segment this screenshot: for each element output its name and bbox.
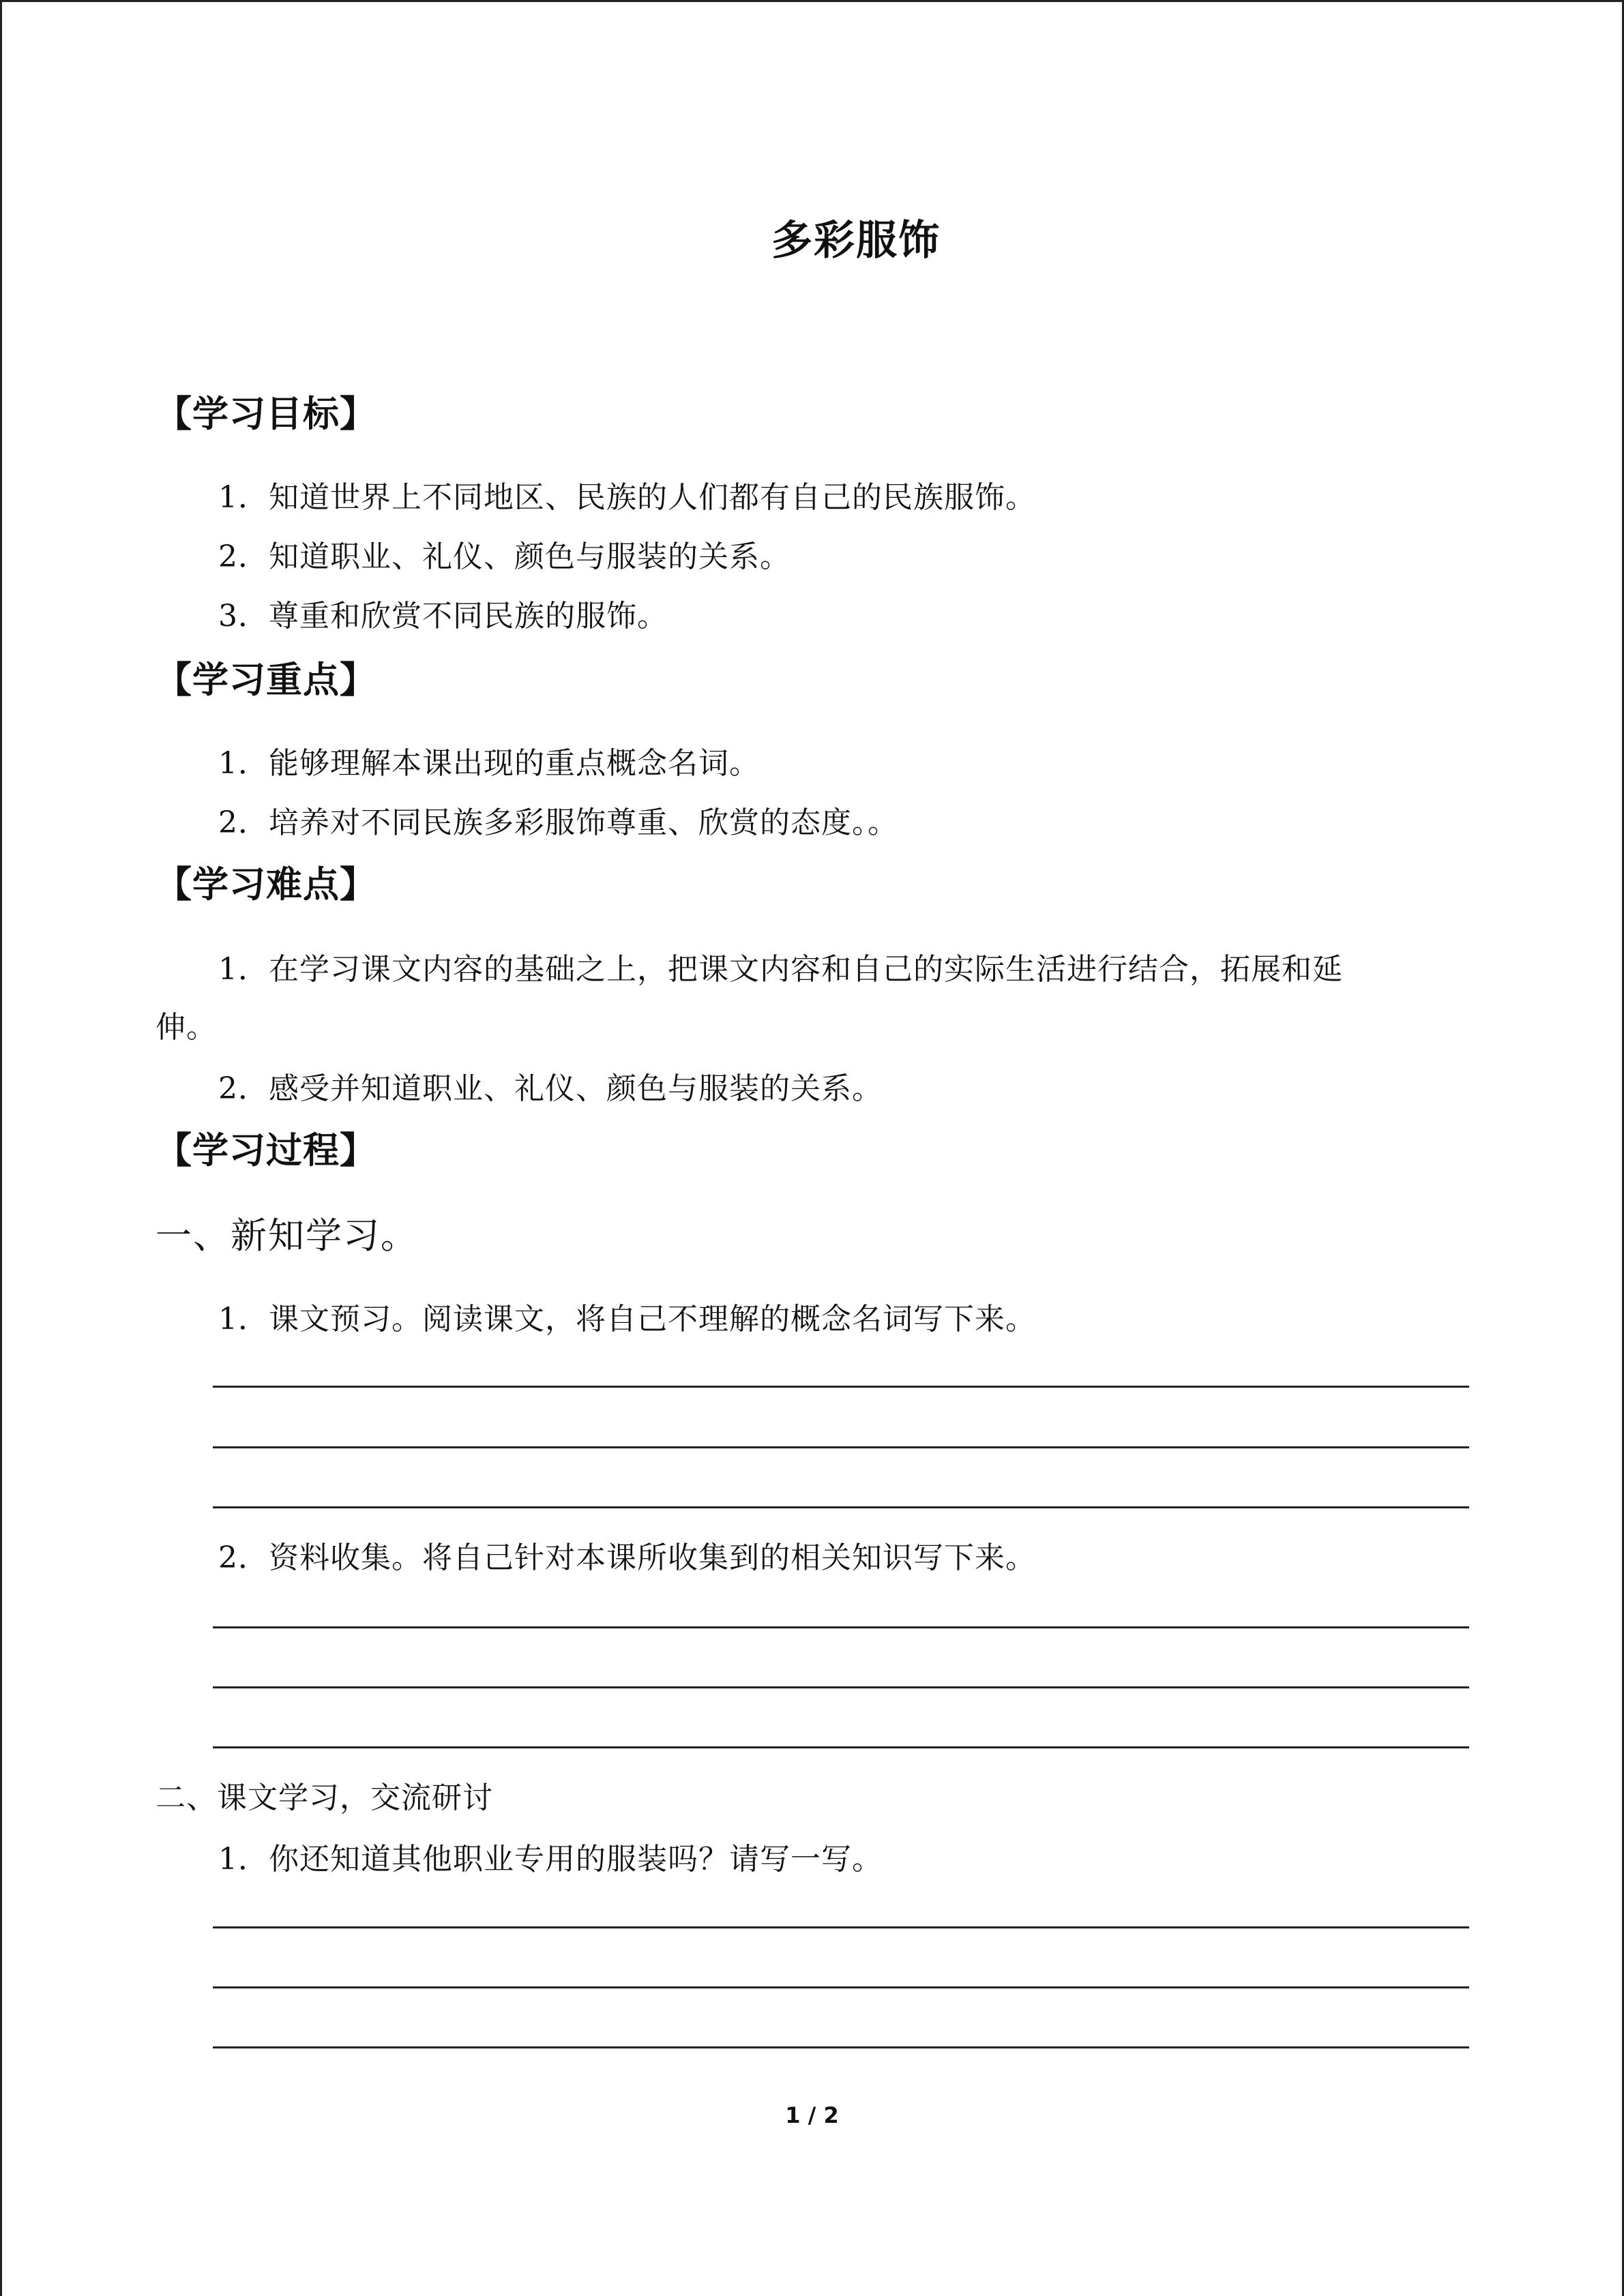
page-number: 1 / 2 — [785, 2102, 839, 2128]
answer-line — [213, 1626, 1469, 1628]
answer-line — [213, 2046, 1469, 2048]
process-heading: 【学习过程】 — [156, 1130, 377, 1172]
difficulty-item-2: 2．感受并知道职业、礼仪、颜色与服装的关系。 — [218, 1071, 883, 1106]
goal-item-3: 3．尊重和欣赏不同民族的服饰。 — [218, 599, 668, 633]
answer-line — [213, 1386, 1469, 1388]
answer-line — [213, 1506, 1469, 1508]
key-point-item-2: 2．培养对不同民族多彩服饰尊重、欣赏的态度。。 — [218, 805, 898, 840]
answer-line — [213, 1446, 1469, 1448]
difficulty-item-1: 1．在学习课文内容的基础之上，把课文内容和自己的实际生活进行结合，拓展和延 — [218, 952, 1343, 987]
goal-item-1: 1．知道世界上不同地区、民族的人们都有自己的民族服饰。 — [218, 480, 1036, 515]
answer-line — [213, 1986, 1469, 1988]
goal-item-2: 2．知道职业、礼仪、颜色与服装的关系。 — [218, 539, 791, 574]
part2-title: 二、课文学习，交流研讨 — [156, 1780, 493, 1815]
part1-question-1: 1．课文预习。阅读课文，将自己不理解的概念名词写下来。 — [218, 1302, 1036, 1337]
difficulties-heading: 【学习难点】 — [156, 864, 377, 906]
answer-line — [213, 1926, 1469, 1928]
goals-heading: 【学习目标】 — [156, 393, 377, 435]
answer-line — [213, 1746, 1469, 1748]
key-point-item-1: 1．能够理解本课出现的重点概念名词。 — [218, 746, 760, 781]
key-points-heading: 【学习重点】 — [156, 659, 377, 701]
page-title: 多彩服饰 — [771, 217, 941, 265]
answer-line — [213, 1686, 1469, 1688]
part1-title: 一、新知学习。 — [156, 1215, 418, 1257]
part2-question-1: 1．你还知道其他职业专用的服装吗？请写一写。 — [218, 1842, 883, 1877]
difficulty-item-1-continued: 伸。 — [156, 1010, 217, 1045]
part1-question-2: 2．资料收集。将自己针对本课所收集到的相关知识写下来。 — [218, 1540, 1036, 1575]
